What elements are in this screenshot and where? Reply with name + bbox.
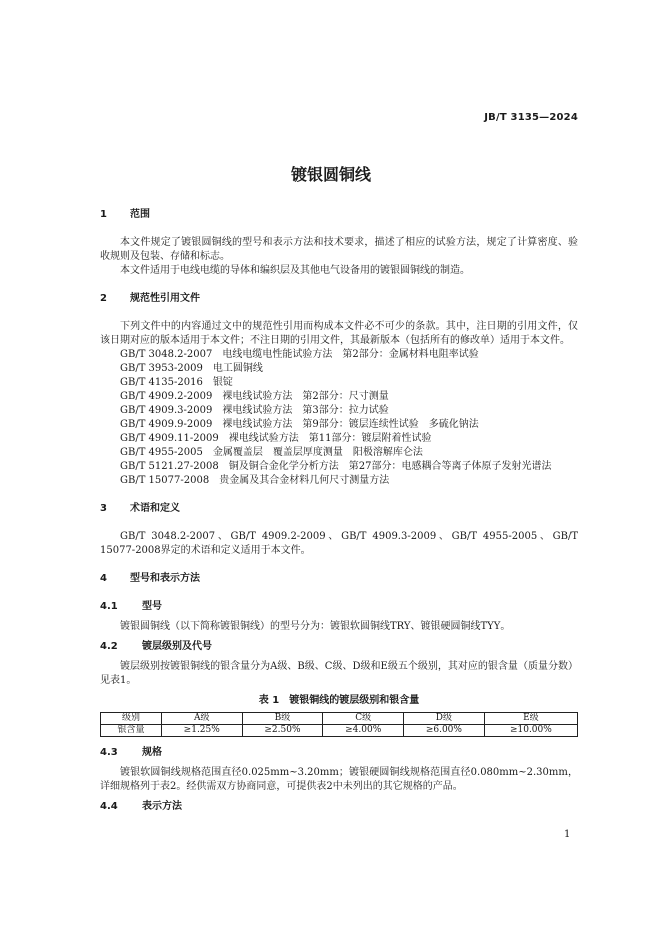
ref-code: GB/T 4955-2005 <box>120 447 203 458</box>
ref-title: 裸电线试验方法 第3部分：拉力试验 <box>222 405 389 416</box>
grade-table <box>100 712 578 737</box>
ref-code: GB/T 4909.11-2009 <box>120 433 219 444</box>
reference-item <box>100 390 578 404</box>
ref-title: 铜及铜合金化学分析方法 第27部分：电感耦合等离子体原子发射光谱法 <box>228 461 552 472</box>
ref-code: GB/T 3953-2009 <box>120 363 203 374</box>
table-row <box>101 725 578 737</box>
paragraph: 镀层级别按镀银铜线的银含量分为A级、B级、C级、D级和E级五个级别，其对应的银含量（质量分数）见表1。 <box>100 661 578 686</box>
section-number: 4.2 <box>100 641 118 652</box>
ref-title: 电线电缆电性能试验方法 第2部分：金属材料电阻率试验 <box>222 349 479 360</box>
section-title: 术语和定义 <box>130 503 180 514</box>
ref-code: GB/T 4135-2016 <box>120 377 203 388</box>
table-cell: ≥2.50% <box>242 725 323 737</box>
table-cell: D级 <box>404 713 485 725</box>
ref-title: 银锭 <box>212 377 233 388</box>
section-2-heading <box>100 292 578 306</box>
section-title: 镀层级别及代号 <box>142 641 212 652</box>
paragraph: 镀银圆铜线（以下简称镀银铜线）的型号分为：镀银软圆铜线TRY、镀银硬圆铜线TYY。 <box>120 621 511 632</box>
document-title: 镀银圆铜线 <box>290 165 371 184</box>
reference-item <box>100 446 578 460</box>
document-body <box>100 208 578 814</box>
reference-item <box>100 460 578 474</box>
reference-item <box>100 362 578 376</box>
table-cell: C级 <box>323 713 404 725</box>
ref-code: GB/T 3048.2-2007 <box>120 349 213 360</box>
section-title: 型号和表示方法 <box>130 573 200 584</box>
paragraph: GB/T 3048.2-2007、GB/T 4909.2-2009、GB/T 4909.3-2009、GB/T 4955-2005、GB/T 15077-2008界定的术语和定义适用于本文件。 <box>100 531 578 556</box>
section-number: 4.4 <box>100 801 118 812</box>
section-4-heading <box>100 572 578 586</box>
section-title: 型号 <box>142 601 162 612</box>
ref-code: GB/T 4909.9-2009 <box>120 419 213 430</box>
paragraph: 本文件适用于电线电缆的导体和编织层及其他电气设备用的镀银圆铜线的制造。 <box>120 265 470 276</box>
page-number: 1 <box>564 829 571 840</box>
section-title: 范围 <box>130 209 150 220</box>
table-cell: ≥6.00% <box>404 725 485 737</box>
section-title: 表示方法 <box>142 801 182 812</box>
table-cell: ≥4.00% <box>323 725 404 737</box>
reference-item <box>100 474 578 488</box>
subsection-4-4-heading <box>100 800 578 814</box>
table-cell: 银含量 <box>101 725 162 737</box>
table-cell: ≥1.25% <box>161 725 242 737</box>
subsection-4-2-heading <box>100 640 578 654</box>
ref-title: 裸电线试验方法 第11部分：镀层附着性试验 <box>228 433 432 444</box>
section-number: 2 <box>100 293 107 304</box>
table-cell: A级 <box>161 713 242 725</box>
table-header-row <box>101 713 578 725</box>
section-1-heading <box>100 208 578 222</box>
reference-list <box>100 348 578 488</box>
paragraph: 本文件规定了镀银圆铜线的型号和表示方法和技术要求，描述了相应的试验方法，规定了计算密度、验收规则及包装、存储和标志。 <box>100 237 578 262</box>
subsection-4-3-heading <box>100 746 578 760</box>
ref-code: GB/T 15077-2008 <box>120 475 210 486</box>
std-code: JB/T 3135—2024 <box>484 112 578 123</box>
reference-item <box>100 376 578 390</box>
section-title: 规格 <box>142 747 162 758</box>
reference-item <box>100 404 578 418</box>
section-number: 3 <box>100 503 107 514</box>
ref-title: 电工圆铜线 <box>212 363 263 374</box>
table-cell: ≥10.00% <box>484 725 577 737</box>
section-number: 4.3 <box>100 747 118 758</box>
reference-item <box>100 348 578 362</box>
section-number: 4.1 <box>100 601 118 612</box>
table-caption: 表 1 镀银铜线的镀层级别和银含量 <box>258 695 420 706</box>
paragraph: 镀银软圆铜线规格范围直径0.025mm~3.20mm；镀银硬圆铜线规格范围直径0.080mm~2.30mm，详细规格列于表2。经供需双方协商同意，可提供表2中未列出的其它规格的产品。 <box>100 767 578 792</box>
ref-code: GB/T 4909.3-2009 <box>120 405 213 416</box>
section-3-heading <box>100 502 578 516</box>
ref-code: GB/T 5121.27-2008 <box>120 461 219 472</box>
table-cell: 级别 <box>101 713 162 725</box>
ref-title: 裸电线试验方法 第9部分：镀层连续性试验 多硫化钠法 <box>222 419 479 430</box>
reference-item <box>100 432 578 446</box>
section-number: 1 <box>100 209 107 220</box>
ref-title: 裸电线试验方法 第2部分：尺寸测量 <box>222 391 389 402</box>
section-title: 规范性引用文件 <box>130 293 200 304</box>
paragraph: 下列文件中的内容通过文中的规范性引用而构成本文件必不可少的条款。其中，注日期的引用文件，仅该日期对应的版本适用于本文件；不注日期的引用文件，其最新版本（包括所有的修改单）适用于本文件。 <box>100 321 578 346</box>
table-cell: B级 <box>242 713 323 725</box>
subsection-4-1-heading <box>100 600 578 614</box>
reference-item <box>100 418 578 432</box>
section-number: 4 <box>100 573 107 584</box>
ref-title: 金属覆盖层 覆盖层厚度测量 阳极溶解库仑法 <box>212 447 423 458</box>
table-cell: E级 <box>484 713 577 725</box>
ref-code: GB/T 4909.2-2009 <box>120 391 213 402</box>
ref-title: 贵金属及其合金材料几何尺寸测量方法 <box>219 475 390 486</box>
